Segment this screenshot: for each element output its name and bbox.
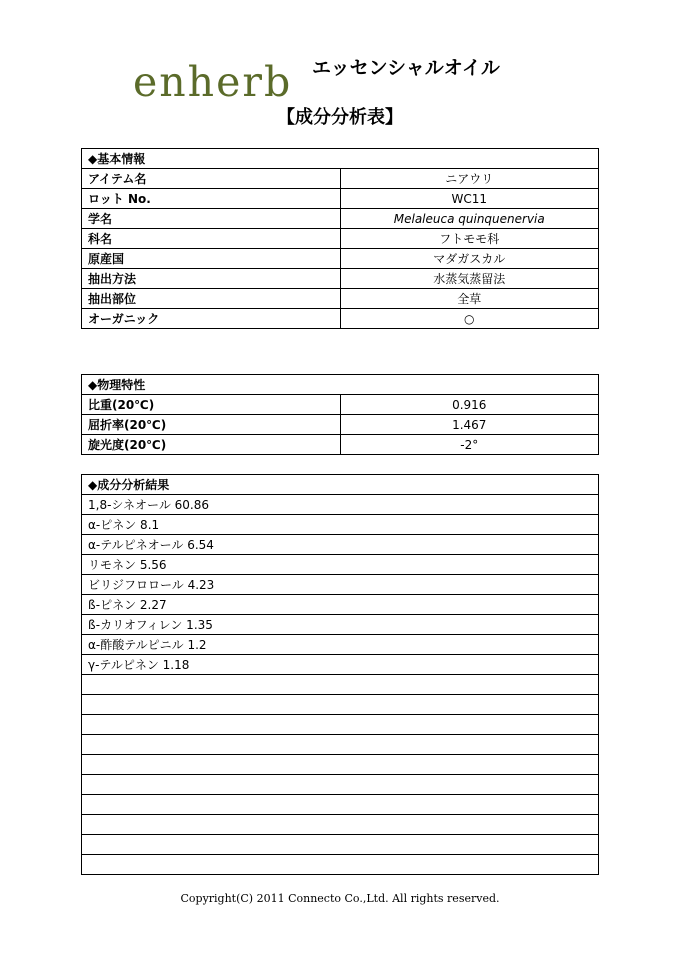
table-row [82,615,599,635]
component-entry: α-酢酸テルピニル 1.2 [82,635,599,655]
row-label: オーガニック [82,309,341,329]
table-row [82,715,599,735]
component-entry: ビリジフロロール 4.23 [82,575,599,595]
table-row [82,575,599,595]
table-row [82,309,599,329]
component-entry: α-テルピネオール 6.54 [82,535,599,555]
component-entry [82,695,599,715]
table-header-row [82,375,599,395]
table-row [82,855,599,875]
row-value: 1.467 [340,415,599,435]
row-value: 全草 [340,289,599,309]
row-label: アイテム名 [82,169,341,189]
component-analysis-table [81,474,599,875]
table-row [82,269,599,289]
table-row [82,415,599,435]
row-label: 学名 [82,209,341,229]
row-value: 水蒸気蒸留法 [340,269,599,289]
component-entry: ß-ピネン 2.27 [82,595,599,615]
table-row [82,675,599,695]
table-row [82,189,599,209]
component-entry: リモネン 5.56 [82,555,599,575]
row-label: 抽出部位 [82,289,341,309]
product-category: エッセンシャルオイル [312,57,500,79]
table-row [82,735,599,755]
table-row [82,515,599,535]
component-entry [82,795,599,815]
table-row [82,435,599,455]
row-label: 旋光度(20℃) [82,435,341,455]
table-row [82,535,599,555]
table-row [82,169,599,189]
row-value: WC11 [340,189,599,209]
table-row [82,655,599,675]
physical-heading: ◆物理特性 [82,375,599,395]
table-row [82,835,599,855]
row-value: ニアウリ [340,169,599,189]
table-row [82,229,599,249]
component-entry [82,755,599,775]
table-row [82,635,599,655]
table-row [82,795,599,815]
row-value: 0.916 [340,395,599,415]
table-row [82,595,599,615]
component-entry [82,835,599,855]
component-entry [82,855,599,875]
component-entry [82,815,599,835]
table-header-row [82,149,599,169]
component-entry [82,715,599,735]
row-value: フトモモ科 [340,229,599,249]
components-heading: ◆成分分析結果 [82,475,599,495]
table-row [82,249,599,269]
row-value: マダガスカル [340,249,599,269]
row-label: 科名 [82,229,341,249]
table-row [82,815,599,835]
component-entry: α-ピネン 8.1 [82,515,599,535]
table-row [82,555,599,575]
physical-properties-table [81,374,599,455]
brand-logo: enherb [133,58,293,106]
table-header-row [82,475,599,495]
table-row [82,755,599,775]
component-entry: ß-カリオフィレン 1.35 [82,615,599,635]
table-row [82,209,599,229]
component-entry [82,775,599,795]
page-title: 【成分分析表】 [277,107,403,128]
row-label: 比重(20℃) [82,395,341,415]
row-value: -2° [340,435,599,455]
row-value: Melaleuca quinquenervia [340,209,599,229]
table-row [82,695,599,715]
component-entry: γ-テルピネン 1.18 [82,655,599,675]
component-entry [82,735,599,755]
row-label: ロット No. [82,189,341,209]
table-row [82,395,599,415]
table-row [82,775,599,795]
basic-info-heading: ◆基本情報 [82,149,599,169]
row-label: 屈折率(20℃) [82,415,341,435]
copyright-footer: Copyright(C) 2011 Connecto Co.,Ltd. All rights reserved. [180,892,500,905]
table-row [82,289,599,309]
component-entry [82,675,599,695]
table-row [82,495,599,515]
basic-info-table [81,148,599,329]
row-value: ○ [340,309,599,329]
row-label: 原産国 [82,249,341,269]
row-label: 抽出方法 [82,269,341,289]
component-entry: 1,8-シネオール 60.86 [82,495,599,515]
